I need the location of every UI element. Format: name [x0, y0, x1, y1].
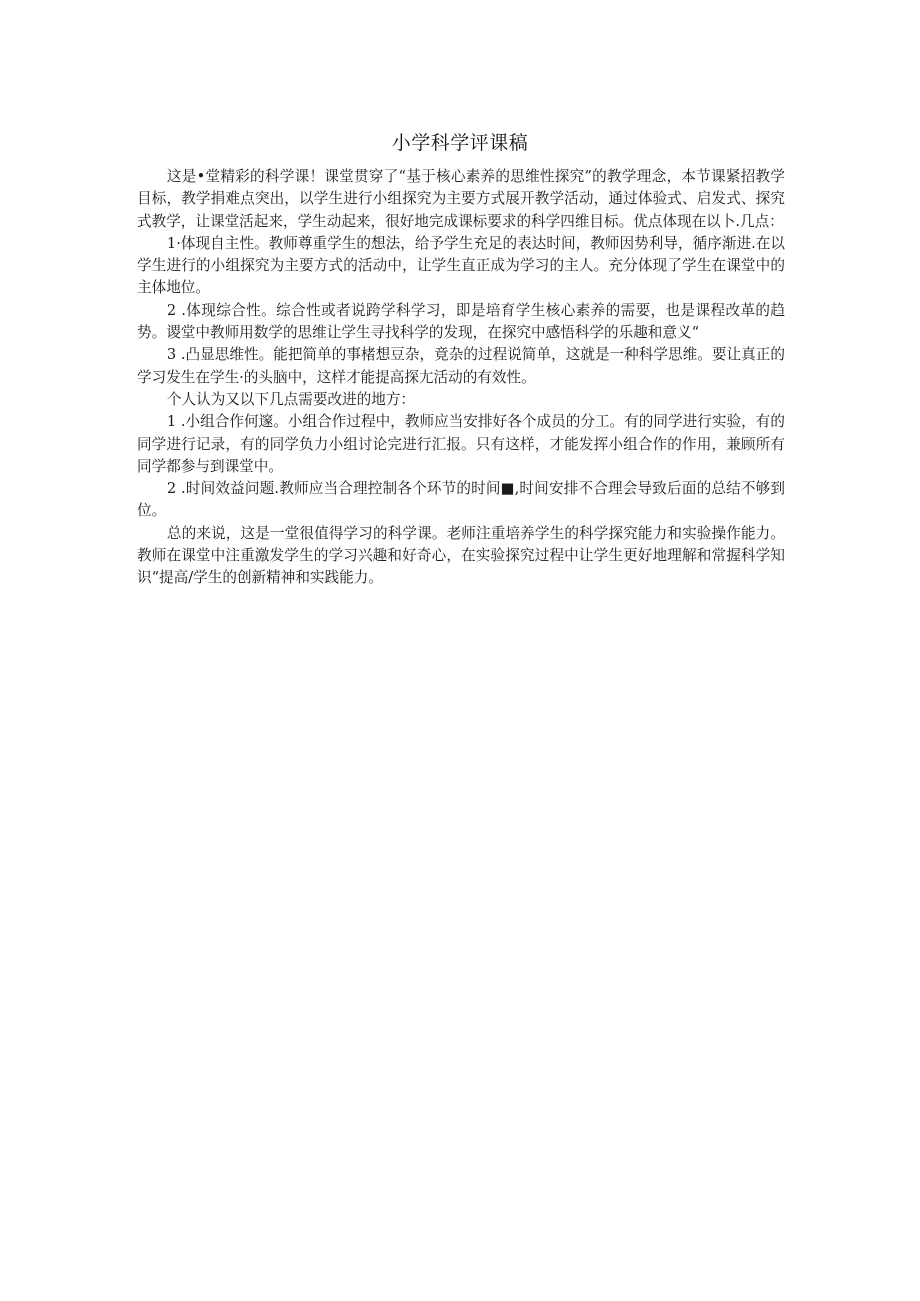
improvement-point-2: 2 .时间效益问题.教师应当合理控制各个环节的时间■,时间安排不合理会导致后面的总结不够到位。 — [137, 480, 785, 520]
conclusion-paragraph: 总的来说，这是一堂很值得学习的科学课。老师注重培养学生的科学探究能力和实验操作能力。教师在课堂中注重激发学生的学习兴趣和好奇心，在实验探究过程中让学生更好地理解和常握科学知识“提高/学生的创新精神和实践能力。 — [137, 524, 785, 587]
improvement-point-1: 1 .小组合作何邃。小组合作过程中，教师应当安排好各个成员的分工。有的同学进行实验，有的同学进行记录，有的同学负力小组讨论完进行汇报。只有这样，才能发挥小组合作的作用，兼顾所有同学都参与到课堂中。 — [137, 413, 785, 475]
improvement-heading: 个人认为又以下几点需要改进的地方： — [166, 390, 416, 408]
document-title: 小学科学评课稿 — [391, 132, 529, 154]
strength-point-3: 3 .凸显思维性。能把简单的事楮想豆杂，竟杂的过程说简单，这就是一种科学思维。要让真正的学习发生在学生·的头脑中，这样才能提高探尢活动的有效性。 — [137, 346, 785, 386]
strength-point-1: 1·体现自主性。教师尊重学生的想法，给予学生充足的表达时间，教师因势利导，循序渐进.在以学生进行的小组探究为主要方式的活动中，让学生直正成为学习的主人。充分体现了学生在课堂中的主体地位。 — [137, 234, 785, 297]
document-body — [137, 166, 785, 590]
intro-paragraph: 这是•堂精彩的科学课！课堂贯穿了“基于核心素养的思维性探究”的教学理念，本节课紧招教学目标，教学捐难点突出，以学生进行小组探究为主要方式展开教学活动，通过体验式、启发式、探究式教学，让课堂活起来，学生动起来，很好地完成课标要求的科学四维目标。优点体现在以卜.几点： — [137, 168, 785, 230]
strength-point-2: 2 .体现综合性。综合性或者说跨学科学习，即是培育学生核心素养的需要，也是课程改革的趋势。谡堂中教师用数学的思维让学生寻找科学的发现，在探究中感悟科学的乐趣和意义“ — [137, 301, 785, 342]
